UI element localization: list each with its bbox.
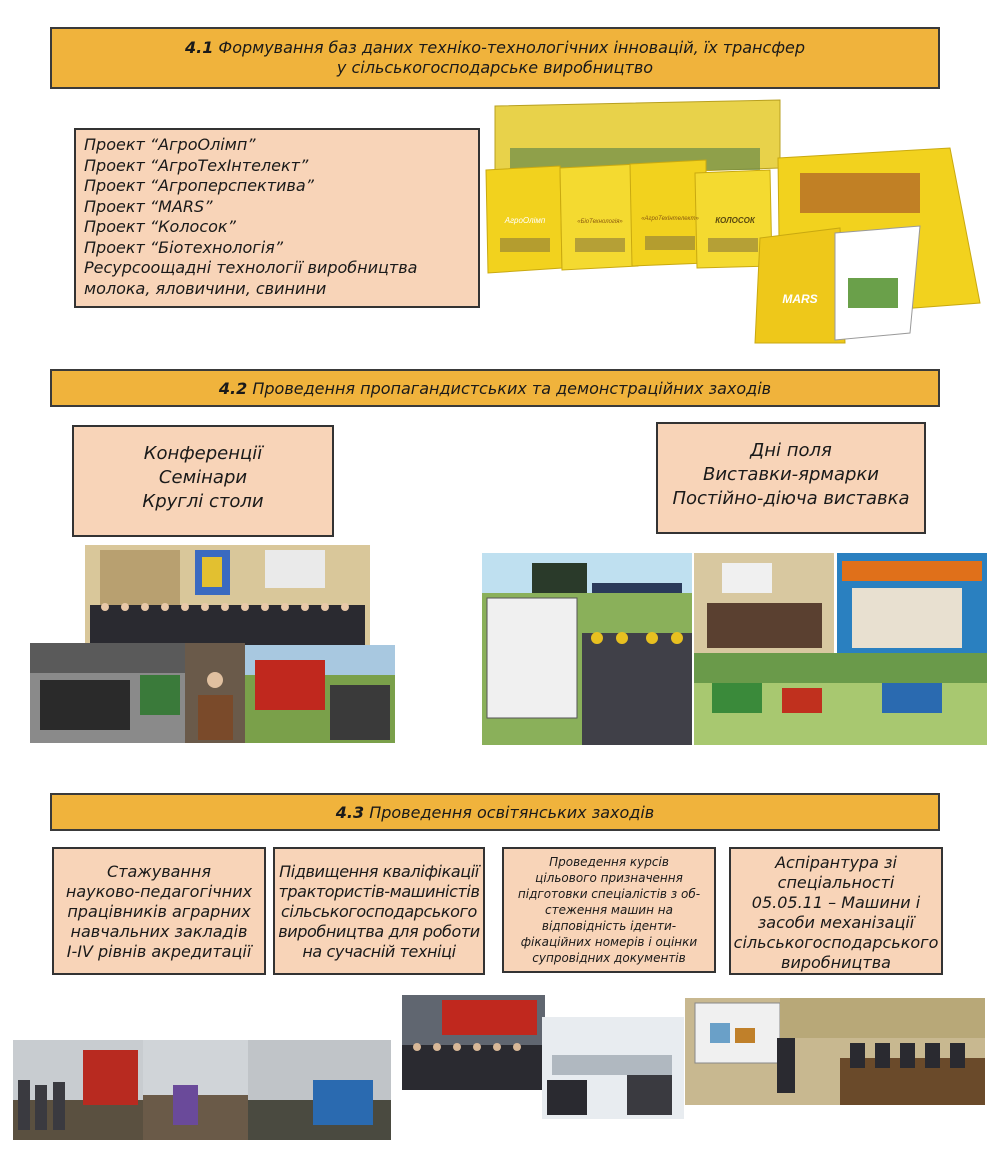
- box-line: цільового призначення: [535, 871, 683, 885]
- events-box-left: [72, 425, 334, 537]
- lecture-hall-photo: [685, 998, 985, 1105]
- event-type: Круглі столи: [142, 491, 264, 512]
- education-box-internship: [52, 847, 266, 975]
- box-line: навчальних закладів: [70, 922, 248, 941]
- workshop-photos: [402, 995, 684, 1119]
- box-line: 05.05.11 – Машини і: [751, 893, 921, 912]
- event-type: Семінари: [158, 467, 248, 488]
- section-number: 4.2: [218, 379, 248, 398]
- brochure-title: АгроОлімп: [504, 216, 546, 225]
- box-line: Підвищення кваліфікації: [279, 862, 479, 881]
- box-line: фікаційних номерів і оцінки: [520, 935, 698, 949]
- events-box-right: [656, 422, 926, 534]
- box-line: I-IV рівнів акредитації: [66, 942, 252, 961]
- section-4-3-header: [50, 793, 940, 831]
- project-item: Проект “MARS”: [84, 196, 213, 216]
- field-day-photos: [482, 553, 987, 745]
- brochure-title: «БіоТехнологія»: [577, 219, 623, 225]
- section-4-2-header: [50, 369, 940, 407]
- section-title-line1: Формування баз даних техніко-технологічних інновацій, їх трансфер: [218, 38, 805, 57]
- section-number: 4.1: [184, 38, 214, 57]
- box-line: засоби механізації: [757, 913, 915, 932]
- event-type: Виставки-ярмарки: [703, 464, 879, 485]
- box-line: спеціальності: [777, 873, 895, 892]
- box-line: Стажування: [107, 862, 211, 881]
- event-type: Конференції: [143, 443, 263, 464]
- box-line: сільськогосподарського: [733, 933, 939, 952]
- project-item: молока, яловичини, свинини: [84, 278, 327, 298]
- brochure-title: MARS: [782, 292, 818, 306]
- field-training-photos: [13, 1040, 391, 1140]
- education-box-courses: [502, 847, 716, 973]
- box-line: на сучасній техніці: [302, 942, 456, 961]
- section-4-1-header: [50, 27, 940, 89]
- project-item: Ресурсоощадні технології виробництва: [84, 258, 418, 277]
- event-type: Дні поля: [750, 440, 832, 461]
- project-item: Проект “АгроТехІнтелект”: [84, 155, 309, 175]
- box-line: сільськогосподарського: [281, 902, 477, 921]
- box-line: Аспірантура зі: [775, 853, 897, 872]
- project-item: Проект “Колосок”: [84, 217, 236, 236]
- box-line: трактористів-машиністів: [278, 882, 480, 901]
- box-line: супровідних документів: [532, 951, 686, 965]
- brochure-title: КОЛОСОК: [715, 216, 755, 225]
- box-line: працівників аграрних: [67, 902, 251, 921]
- section-title-line2: у сільськогосподарське виробництво: [336, 58, 654, 77]
- box-line: Проведення курсів: [549, 855, 669, 869]
- box-line: виробництва: [781, 953, 891, 972]
- projects-list-box: [74, 128, 480, 308]
- conference-photos: [30, 545, 400, 745]
- education-box-postgraduate: [729, 847, 943, 975]
- section-number: 4.3: [335, 803, 365, 822]
- box-line: виробництва для роботи: [278, 922, 480, 941]
- project-item: Проект “Агроперспектива”: [84, 176, 314, 195]
- education-box-qualification: [273, 847, 485, 975]
- box-line: науково-педагогічних: [65, 882, 253, 901]
- project-item: Проект “АгроОлімп”: [84, 135, 256, 154]
- box-line: відповідність іденти-: [541, 919, 677, 933]
- box-line: підготовки спеціалістів з об-: [517, 887, 701, 901]
- box-line: стеження машин на: [545, 903, 673, 917]
- project-item: Проект “Біотехнологія”: [84, 237, 284, 257]
- section-title: Проведення освітянських заходів: [369, 803, 655, 822]
- event-type: Постійно-діюча виставка: [672, 488, 910, 509]
- brochure-title: «АгроТехІнтелект»: [641, 216, 699, 222]
- brochures-collage: [480, 98, 990, 346]
- section-title: Проведення пропагандистських та демонстраційних заходів: [252, 379, 772, 398]
